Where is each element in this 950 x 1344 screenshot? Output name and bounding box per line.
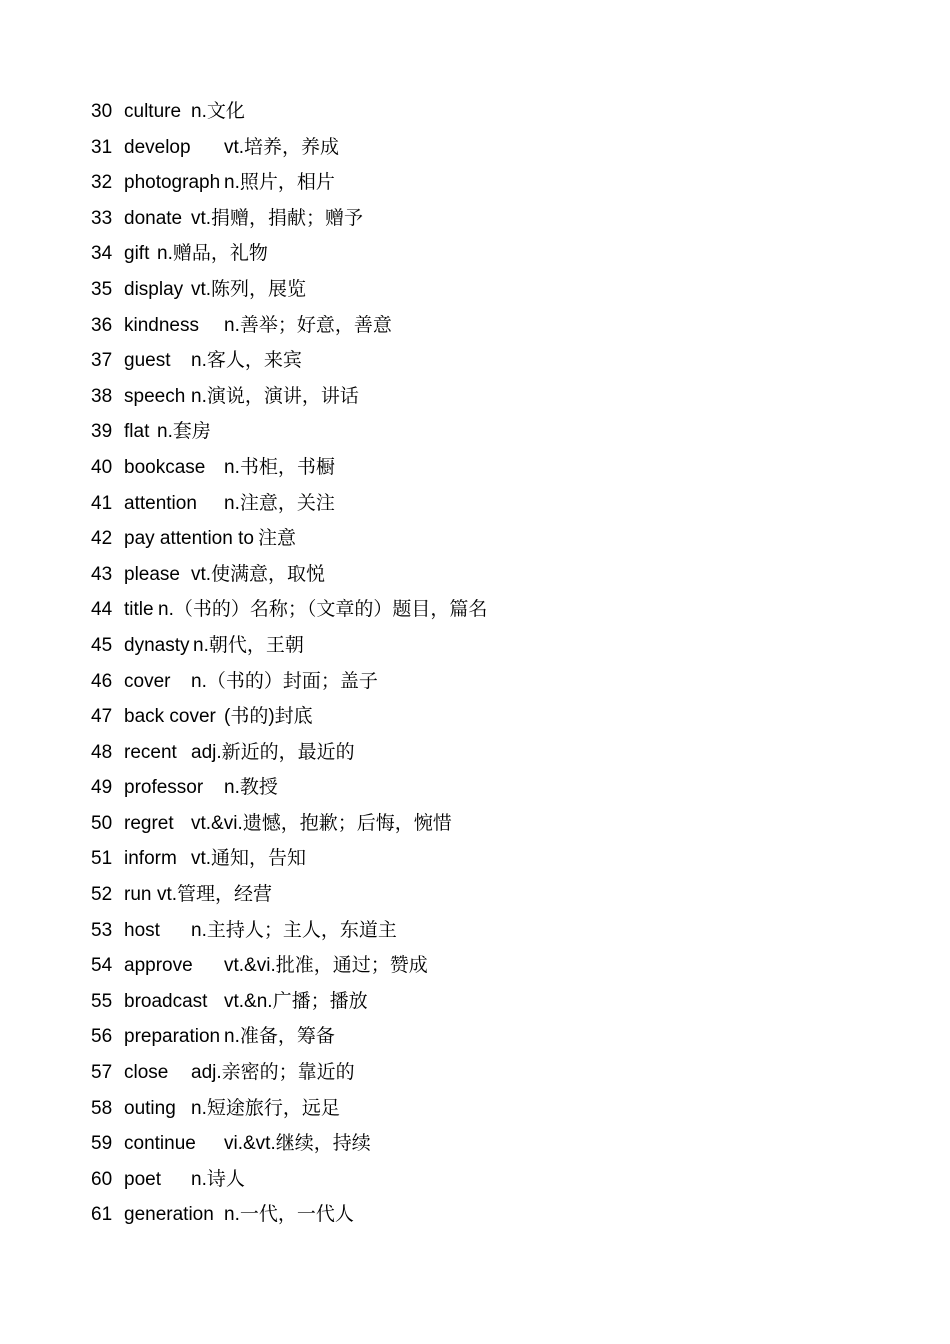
vocab-entry <box>91 130 891 166</box>
entry-definition: adj.新近的，最近的 <box>191 741 355 763</box>
vocab-entry <box>91 165 891 201</box>
entry-definition: n.注意，关注 <box>224 492 335 514</box>
entry-number: 39 <box>91 421 113 443</box>
entry-number: 47 <box>91 706 113 728</box>
vocab-entry <box>91 201 891 237</box>
vocab-entry <box>91 1197 891 1233</box>
entry-word: inform <box>124 848 177 870</box>
entry-number: 58 <box>91 1097 113 1119</box>
vocab-entry <box>91 486 891 522</box>
entry-definition: n.诗人 <box>191 1168 245 1190</box>
entry-definition: n.客人，来宾 <box>191 350 302 372</box>
vocab-entry <box>91 806 891 842</box>
entry-word: cover <box>124 670 171 692</box>
vocab-entry <box>91 699 891 735</box>
vocabulary-list <box>91 94 891 1233</box>
entry-word: back cover <box>124 706 216 728</box>
entry-number: 57 <box>91 1062 113 1084</box>
entry-definition: n.（书的）封面；盖子 <box>191 670 378 692</box>
entry-definition: vt.陈列，展览 <box>191 278 307 300</box>
entry-number: 45 <box>91 634 113 656</box>
entry-definition: vt.&vi.遗憾，抱歉；后悔，惋惜 <box>191 812 452 834</box>
entry-word: please <box>124 563 180 585</box>
entry-number: 35 <box>91 278 113 300</box>
entry-word: professor <box>124 777 204 799</box>
entry-word: culture <box>124 101 182 122</box>
entry-definition: n.短途旅行，远足 <box>191 1097 340 1119</box>
vocab-entry <box>91 343 891 379</box>
entry-definition: n.照片，相片 <box>224 172 335 194</box>
vocab-entry <box>91 94 891 130</box>
vocab-entry <box>91 557 891 593</box>
vocab-entry <box>91 236 891 272</box>
vocab-entry <box>91 1162 891 1198</box>
entry-word: guest <box>124 350 171 372</box>
vocab-entry <box>91 379 891 415</box>
vocab-entry <box>91 521 891 557</box>
vocab-entry <box>91 628 891 664</box>
entry-number: 60 <box>91 1168 113 1190</box>
entry-word: host <box>124 919 160 941</box>
entry-number: 32 <box>91 172 113 194</box>
vocab-entry <box>91 913 891 949</box>
entry-number: 43 <box>91 563 113 585</box>
entry-number: 40 <box>91 456 113 478</box>
entry-number: 37 <box>91 350 113 372</box>
entry-definition: n.朝代，王朝 <box>193 634 304 656</box>
entry-word: pay attention to <box>124 528 254 550</box>
entry-number: 56 <box>91 1026 113 1048</box>
entry-definition: n.书柜，书橱 <box>224 456 335 478</box>
entry-word: approve <box>124 955 193 977</box>
entry-word: flat <box>124 421 150 443</box>
vocab-entry <box>91 735 891 771</box>
entry-number: 52 <box>91 884 113 906</box>
entry-definition: n.主持人；主人，东道主 <box>191 919 397 941</box>
entry-definition: vt.通知，告知 <box>191 848 307 870</box>
entry-number: 51 <box>91 848 113 870</box>
entry-definition: n.文化 <box>191 101 245 122</box>
entry-word: attention <box>124 492 197 514</box>
entry-number: 41 <box>91 492 113 514</box>
entry-definition: vt.&vi.批准，通过；赞成 <box>224 955 428 977</box>
entry-definition: n.（书的）名称；（文章的）题目，篇名 <box>158 599 488 621</box>
entry-number: 36 <box>91 314 113 336</box>
entry-definition: vt.捐赠，捐献；赠予 <box>191 207 364 229</box>
entry-word: speech <box>124 385 186 407</box>
entry-number: 59 <box>91 1133 113 1155</box>
entry-number: 38 <box>91 385 113 407</box>
entry-definition: n.套房 <box>157 421 211 443</box>
entry-word: photograph <box>124 172 221 194</box>
entry-number: 53 <box>91 919 113 941</box>
entry-number: 46 <box>91 670 113 692</box>
entry-word: broadcast <box>124 990 208 1012</box>
vocab-entry <box>91 1019 891 1055</box>
entry-word: regret <box>124 812 174 834</box>
entry-number: 34 <box>91 243 113 265</box>
vocab-entry <box>91 1091 891 1127</box>
entry-definition: vt.管理，经营 <box>157 884 273 906</box>
entry-word: close <box>124 1062 169 1084</box>
entry-word: gift <box>124 243 150 265</box>
entry-word: kindness <box>124 314 199 336</box>
entry-number: 61 <box>91 1204 113 1226</box>
entry-number: 50 <box>91 812 113 834</box>
entry-definition: n.一代，一代人 <box>224 1204 354 1226</box>
entry-definition: 注意 <box>258 528 297 550</box>
entry-definition: (书的)封底 <box>224 706 313 728</box>
entry-number: 31 <box>91 136 113 158</box>
entry-word: run <box>124 884 152 906</box>
entry-word: title <box>124 599 154 621</box>
vocab-entry <box>91 770 891 806</box>
vocab-entry <box>91 272 891 308</box>
entry-number: 54 <box>91 955 113 977</box>
entry-definition: vt.培养，养成 <box>224 136 340 158</box>
entry-word: outing <box>124 1097 176 1119</box>
entry-definition: vt.&n.广播；播放 <box>224 990 368 1012</box>
vocab-entry <box>91 450 891 486</box>
entry-number: 33 <box>91 207 113 229</box>
entry-word: continue <box>124 1133 196 1155</box>
entry-number: 44 <box>91 599 113 621</box>
entry-word: recent <box>124 741 177 763</box>
entry-definition: adj.亲密的；靠近的 <box>191 1062 355 1084</box>
vocab-entry <box>91 664 891 700</box>
entry-word: preparation <box>124 1026 221 1048</box>
vocab-entry <box>91 414 891 450</box>
vocab-entry <box>91 1055 891 1091</box>
entry-definition: n.教授 <box>224 777 278 799</box>
entry-definition: n.演说，演讲，讲话 <box>191 385 359 407</box>
entry-definition: n.赠品，礼物 <box>157 243 268 265</box>
entry-word: display <box>124 278 184 300</box>
entry-number: 42 <box>91 528 113 550</box>
entry-definition: n.善举；好意，善意 <box>224 314 392 336</box>
entry-number: 55 <box>91 990 113 1012</box>
vocab-entry <box>91 1126 891 1162</box>
entry-word: donate <box>124 207 183 229</box>
entry-word: poet <box>124 1168 161 1190</box>
vocab-entry <box>91 308 891 344</box>
vocab-entry <box>91 592 891 628</box>
entry-word: dynasty <box>124 634 190 656</box>
entry-number: 49 <box>91 777 113 799</box>
entry-definition: vt.使满意，取悦 <box>191 563 326 585</box>
entry-definition: vi.&vt.继续，持续 <box>224 1133 371 1155</box>
vocab-entry <box>91 984 891 1020</box>
entry-word: develop <box>124 136 191 158</box>
entry-number: 48 <box>91 741 113 763</box>
entry-number: 30 <box>91 101 113 122</box>
vocab-entry <box>91 948 891 984</box>
vocab-entry <box>91 877 891 913</box>
entry-word: generation <box>124 1204 214 1226</box>
vocab-entry <box>91 841 891 877</box>
entry-word: bookcase <box>124 456 206 478</box>
entry-definition: n.准备，筹备 <box>224 1026 335 1048</box>
